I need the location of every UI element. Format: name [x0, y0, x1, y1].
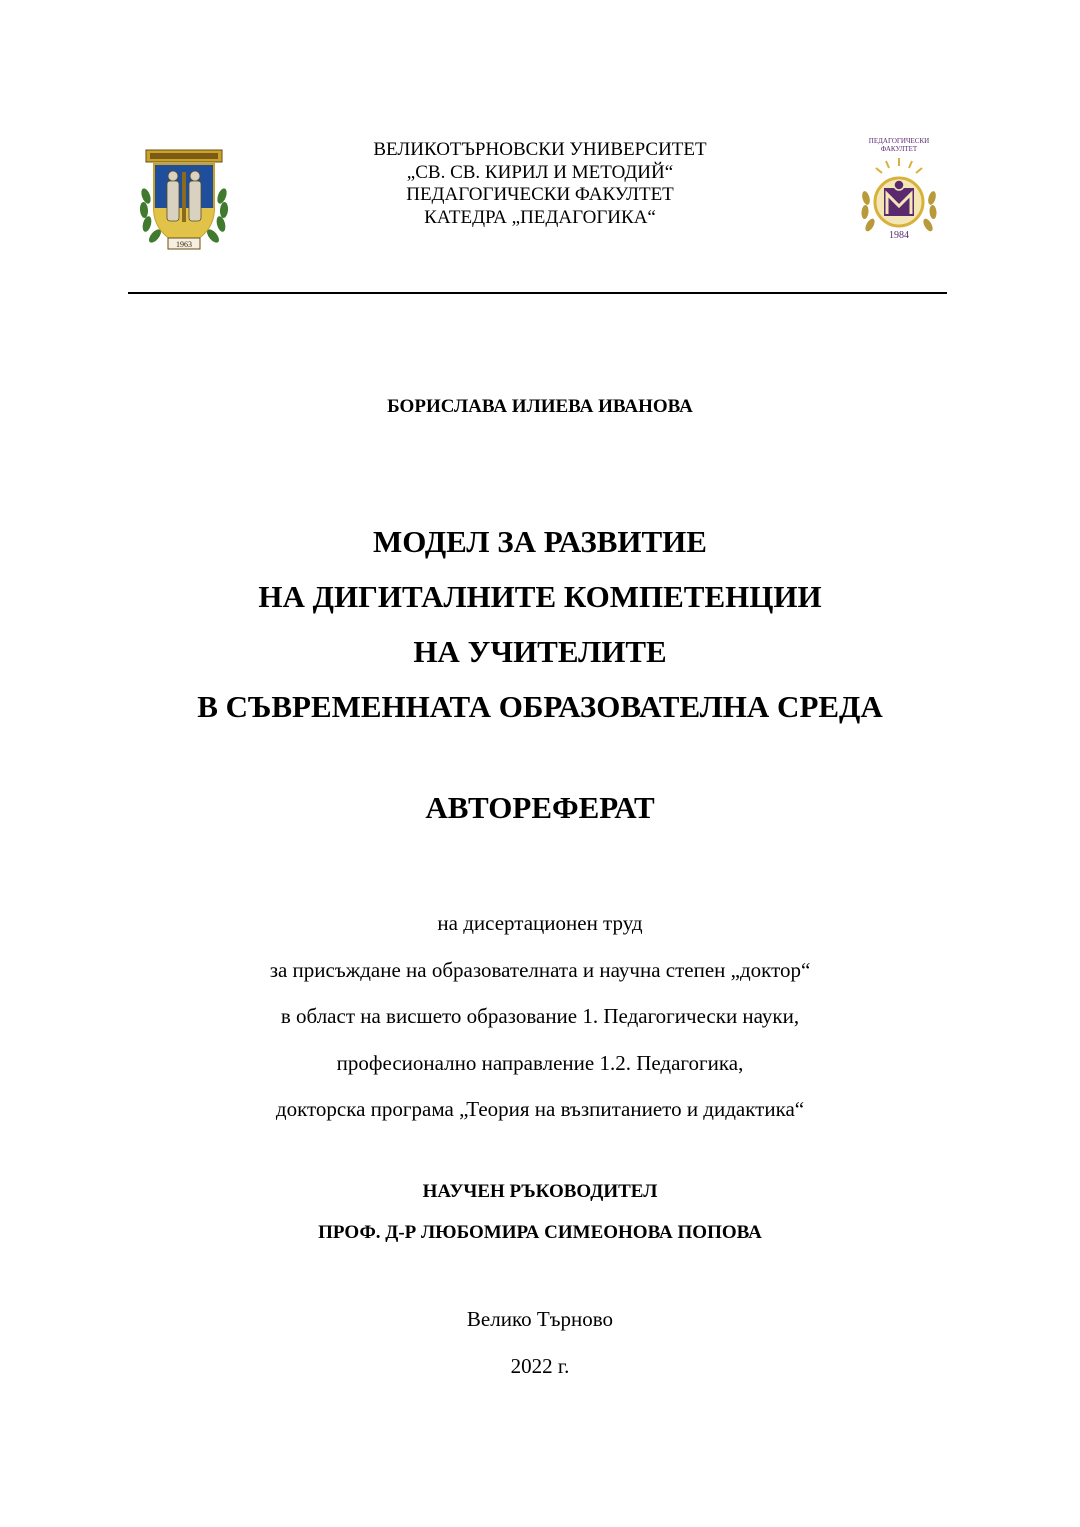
supervisor-name: ПРОФ. Д-Р ЛЮБОМИРА СИМЕОНОВА ПОПОВА: [318, 1222, 762, 1243]
description-line-5: докторска програма „Теория на възпитанието и дидактика“: [275, 1097, 805, 1121]
description-line-1: на дисертационен труд: [437, 911, 643, 935]
header-line-2: „СВ. СВ. КИРИЛ И МЕТОДИЙ“: [406, 161, 674, 183]
dissertation-title: [0, 514, 1080, 734]
place-and-year: [0, 1296, 1080, 1390]
title-line-1: МОДЕЛ ЗА РАЗВИТИЕ: [373, 524, 707, 559]
document-type: АВТОРЕФЕРАТ: [425, 790, 655, 825]
emblem-caption-2: ФАКУЛТЕТ: [880, 145, 918, 153]
faculty-emblem-icon: [858, 136, 940, 248]
university-header: [300, 139, 780, 229]
header-divider: [128, 292, 947, 294]
header-line-4: КАТЕДРА „ПЕДАГОГИКА“: [424, 206, 656, 228]
header-line-3: ПЕДАГОГИЧЕСКИ ФАКУЛТЕТ: [406, 184, 674, 205]
description-line-2: за присъждане на образователната и научна степен „доктор“: [269, 957, 811, 982]
author-name: БОРИСЛАВА ИЛИЕВА ИВАНОВА: [387, 396, 693, 417]
seal-year: 1963: [176, 240, 192, 249]
place: Велико Търново: [466, 1307, 614, 1331]
header-line-1: ВЕЛИКОТЪРНОВСКИ УНИВЕРСИТЕТ: [373, 139, 707, 160]
title-line-3: НА УЧИТЕЛИТЕ: [413, 634, 667, 669]
supervisor-label: НАУЧЕН РЪКОВОДИТЕЛ: [422, 1181, 658, 1202]
supervisor-block: [0, 1171, 1080, 1253]
title-line-4: В СЪВРЕМЕННАТА ОБРАЗОВАТЕЛНА СРЕДА: [197, 689, 883, 724]
year: 2022 г.: [510, 1354, 570, 1378]
emblem-year: 1984: [889, 230, 909, 241]
emblem-caption-1: ПЕДАГОГИЧЕСКИ: [868, 137, 930, 145]
description-line-3: в област на висшето образование 1. Педагогически науки,: [280, 1004, 800, 1028]
title-line-2: НА ДИГИТАЛНИТЕ КОМПЕТЕНЦИИ: [258, 579, 822, 614]
university-seal-icon: [138, 146, 230, 254]
description-line-4: професионално направление 1.2. Педагогика,: [336, 1050, 744, 1075]
degree-description: [0, 900, 1080, 1133]
